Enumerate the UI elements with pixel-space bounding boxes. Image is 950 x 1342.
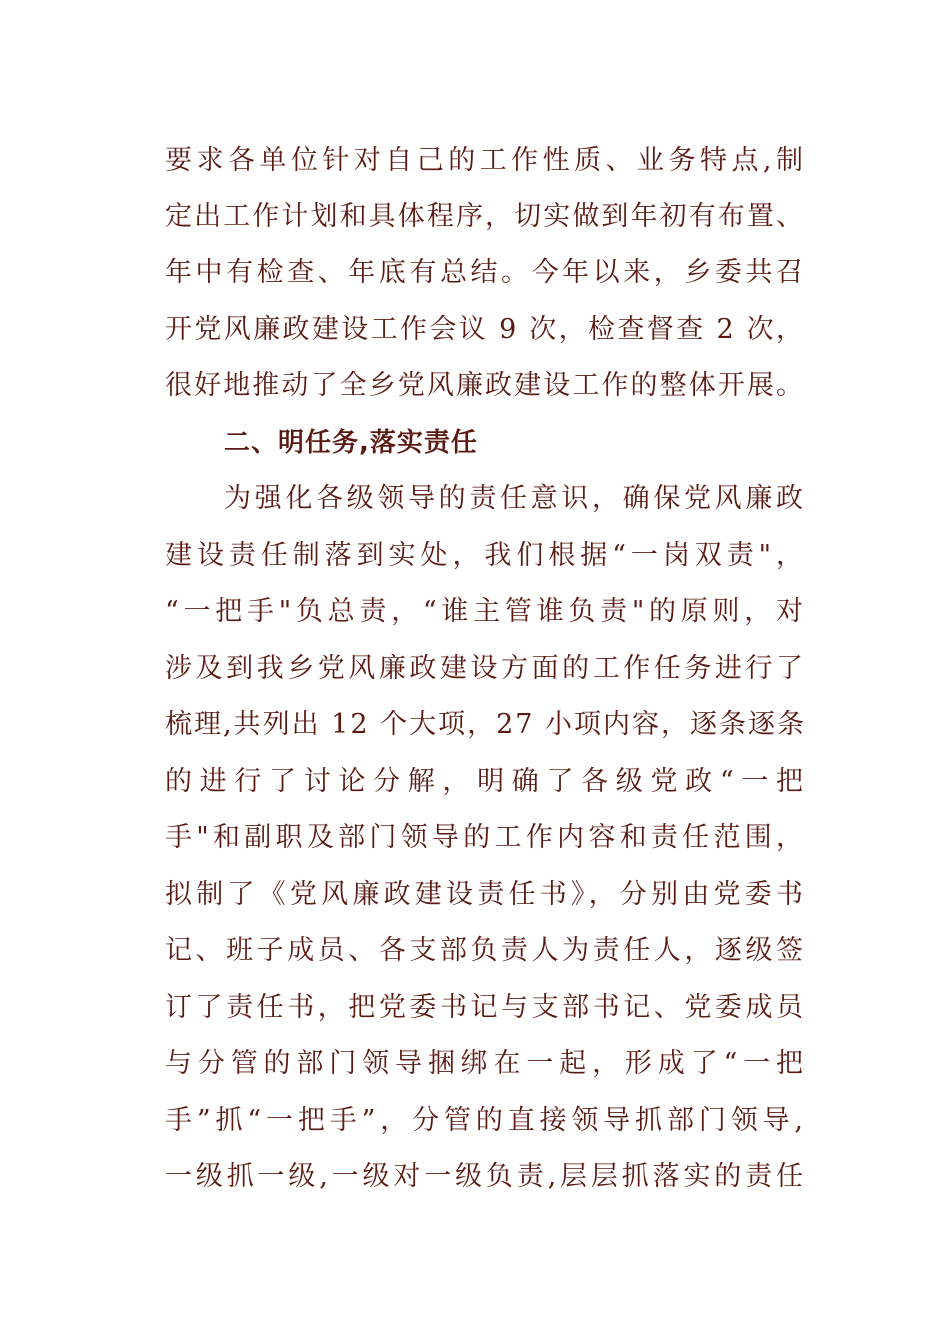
body-text-line: 的进行了讨论分解，明确了各级党政“一把 xyxy=(165,766,805,797)
body-text-line: 涉及到我乡党风廉政建设方面的工作任务进行了 xyxy=(165,653,805,684)
body-text-line: 梳理,共列出 12 个大项，27 小项内容，逐条逐条 xyxy=(165,709,807,740)
body-text-line: 要求各单位针对自己的工作性质、业务特点,制 xyxy=(165,145,805,176)
body-text-line: 一级抓一级,一级对一级负责,层层抓落实的责任 xyxy=(165,1161,805,1192)
body-text-line: 记、班子成员、各支部负责人为责任人，逐级签 xyxy=(165,935,805,966)
body-text-line: 手”抓“一把手”，分管的直接领导抓部门领导, xyxy=(165,1105,805,1136)
section-heading: 二、明任务,落实责任 xyxy=(224,428,478,458)
body-text-line: “一把手"负总责，“谁主管谁负责"的原则，对 xyxy=(165,596,805,627)
body-text-line: 订了责任书，把党委书记与支部书记、党委成员 xyxy=(165,992,805,1023)
body-text-line: 拟制了《党风廉政建设责任书》，分别由党委书 xyxy=(165,879,805,910)
body-text-line: 手"和副职及部门领导的工作内容和责任范围， xyxy=(165,822,805,853)
body-text-line: 定出工作计划和具体程序，切实做到年初有布置、 xyxy=(165,201,805,232)
body-text-line: 很好地推动了全乡党风廉政建设工作的整体开展。 xyxy=(165,370,805,401)
body-text-line: 开党风廉政建设工作会议 9 次，检查督查 2 次， xyxy=(165,314,805,345)
body-text-line: 年中有检查、年底有总结。今年以来，乡委共召 xyxy=(165,257,805,288)
body-text-line: 建设责任制落到实处，我们根据“一岗双责"， xyxy=(165,540,805,571)
body-text-line: 为强化各级领导的责任意识，确保党风廉政 xyxy=(224,483,805,514)
body-text-line: 与分管的部门领导捆绑在一起，形成了“一把 xyxy=(165,1048,805,1079)
